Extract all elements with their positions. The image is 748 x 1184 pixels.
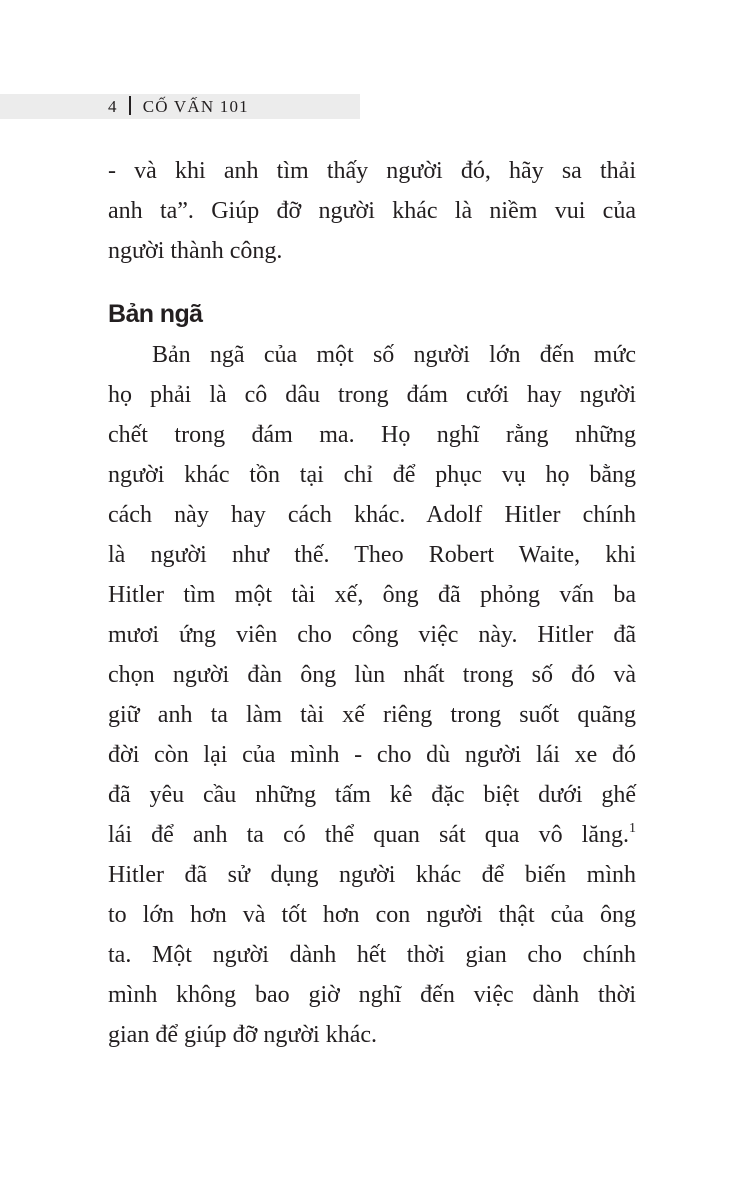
- text-line-with-footnote: [108, 815, 636, 855]
- header-separator: [129, 96, 131, 115]
- running-header: [0, 94, 360, 119]
- text-line: to lớn hơn và tốt hơn con người thật của ông: [108, 902, 636, 928]
- text-line: ta. Một người dành hết thời gian cho chính: [108, 942, 636, 968]
- text-line-content: lái để anh ta có thể quan sát qua vô lăng.: [108, 822, 629, 848]
- text-line: chọn người đàn ông lùn nhất trong số đó và: [108, 662, 636, 688]
- text-line: đã yêu cầu những tấm kê đặc biệt dưới ghế: [108, 782, 636, 808]
- text-line: gian để giúp đỡ người khác.: [108, 1022, 378, 1048]
- text-line: - và khi anh tìm thấy người đó, hãy sa thải: [108, 158, 636, 184]
- text-line: cách này hay cách khác. Adolf Hitler chính: [108, 502, 636, 528]
- text-line: Hitler đã sử dụng người khác để biến mình: [108, 862, 636, 888]
- section-heading: Bản ngã: [108, 300, 203, 328]
- text-line: mình không bao giờ nghĩ đến việc dành thời: [108, 982, 636, 1008]
- section-paragraph: [108, 335, 636, 1055]
- text-line: mươi ứng viên cho công việc này. Hitler đã: [108, 622, 636, 648]
- text-line: anh ta”. Giúp đỡ người khác là niềm vui của: [108, 198, 636, 224]
- text-line: đời còn lại của mình - cho dù người lái xe đó: [108, 742, 636, 768]
- text-line: là người như thế. Theo Robert Waite, khi: [108, 542, 636, 568]
- book-title: CỐ VẤN 101: [142, 97, 249, 116]
- text-line: người khác tồn tại chỉ để phục vụ họ bằng: [108, 462, 636, 488]
- running-header-text: [108, 94, 249, 119]
- text-line: Bản ngã của một số người lớn đến mức: [152, 342, 636, 368]
- footnote-marker: 1: [629, 821, 636, 836]
- page-number: 4: [108, 97, 118, 116]
- text-line: người thành công.: [108, 238, 283, 264]
- text-line: họ phải là cô dâu trong đám cưới hay người: [108, 382, 636, 408]
- text-line: Hitler tìm một tài xế, ông đã phỏng vấn ba: [108, 582, 636, 608]
- text-line: chết trong đám ma. Họ nghĩ rằng những: [108, 422, 636, 448]
- paragraph-continued: [108, 151, 636, 271]
- text-line: giữ anh ta làm tài xế riêng trong suốt quãng: [108, 702, 636, 728]
